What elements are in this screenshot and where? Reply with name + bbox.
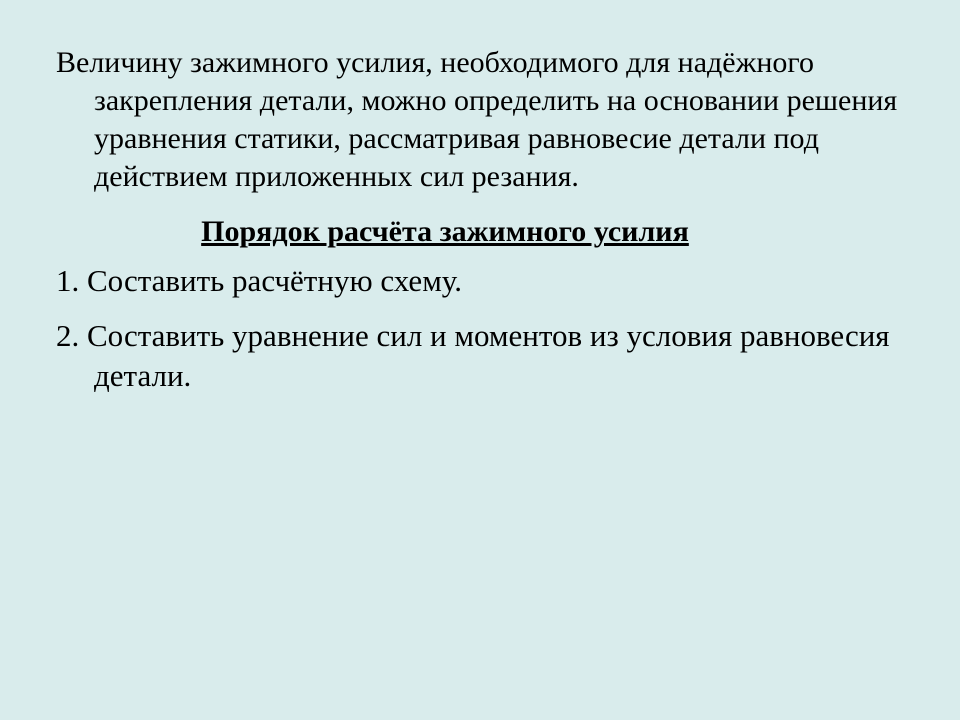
step-item-1: 1. Составить расчётную схему.: [56, 263, 462, 299]
intro-paragraph: Величину зажимного усилия, необходимого для надёжного закрепления детали, можно определить на основании решения уравнения статики, рассматривая равновесие детали под действием приложенных сил резания.: [56, 46, 898, 194]
step-item-2: 2. Составить уравнение сил и моментов из условия равновесия детали.: [56, 317, 890, 393]
section-heading: Порядок расчёта зажимного усилия: [201, 215, 689, 249]
